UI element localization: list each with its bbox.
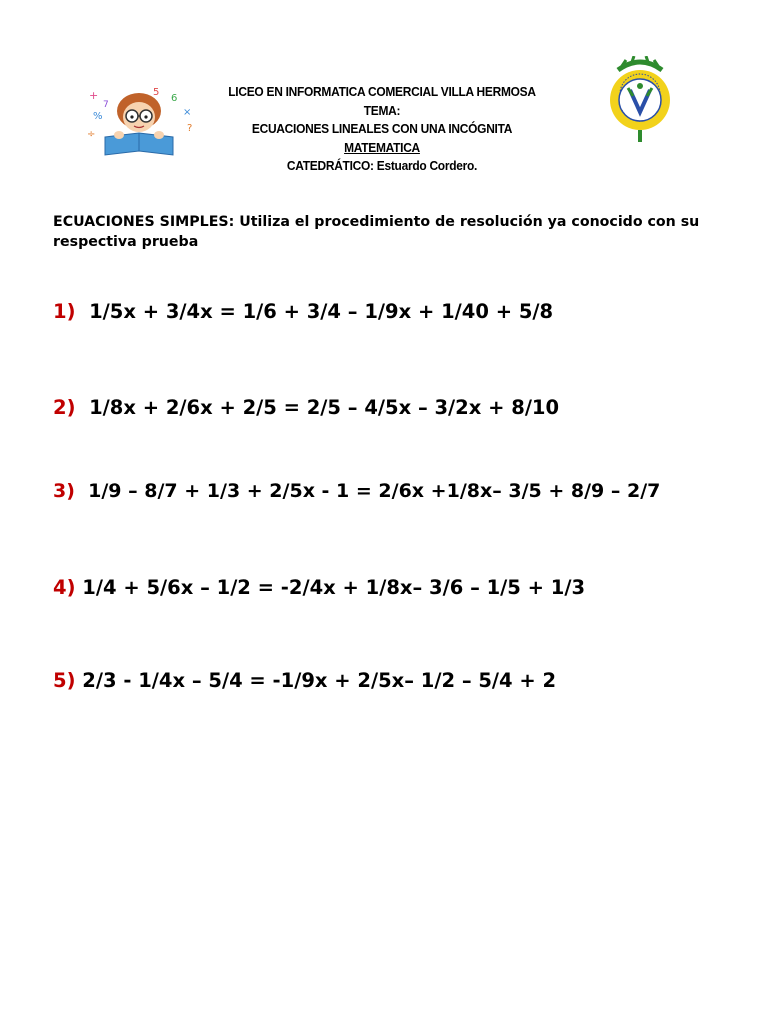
svg-text:+: +: [89, 89, 99, 102]
subject-title: MATEMATICA: [344, 139, 420, 155]
school-name: LICEO EN INFORMATICA COMERCIAL VILLA HERMOSA: [228, 84, 536, 99]
equation-5: [53, 669, 556, 693]
teacher-name: CATEDRÁTICO: Estuardo Cordero.: [286, 158, 478, 173]
equation-number: 1): [53, 300, 76, 323]
equation-number: 5): [53, 669, 76, 692]
equation-number: 4): [53, 576, 76, 599]
svg-text:5: 5: [153, 87, 160, 98]
document-header: [198, 83, 566, 176]
instructions: [53, 212, 713, 252]
equation-4: [53, 576, 585, 600]
instructions-lead: ECUACIONES SIMPLES:: [53, 214, 235, 230]
equation-text: 1/5x + 3/4x = 1/6 + 3/4 – 1/9x + 1/40 + 5/8: [89, 300, 554, 323]
svg-text:7: 7: [103, 100, 109, 110]
svg-text:%: %: [93, 111, 103, 122]
equation-text: 1/8x + 2/6x + 2/5 = 2/5 – 4/5x – 3/2x + 8/10: [89, 396, 560, 419]
school-logo: [608, 56, 672, 142]
svg-text:?: ?: [187, 123, 193, 134]
equation-text: 1/9 – 8/7 + 1/3 + 2/5x - 1 = 2/6x +1/8x– 3/5 + 8/9 – 2/7: [88, 480, 661, 502]
svg-text:6: 6: [171, 93, 178, 104]
equation-text: 2/3 - 1/4x – 5/4 = -1/9x + 2/5x– 1/2 – 5/4 + 2: [82, 669, 557, 692]
equation-text: 1/4 + 5/6x – 1/2 = -2/4x + 1/8x– 3/6 – 1/5 + 1/3: [82, 576, 586, 599]
equation-3: [53, 479, 660, 503]
svg-text:÷: ÷: [87, 129, 96, 140]
equation-2: [53, 396, 559, 420]
equation-number: 2): [53, 396, 76, 419]
topic-label: TEMA:: [363, 102, 401, 118]
equation-number: 3): [53, 480, 75, 502]
instructions-text: Utiliza el procedimiento de resolución ya conocido con su respectiva prueba: [53, 214, 700, 250]
student-math-illustration: [83, 85, 201, 157]
equation-1: [53, 300, 553, 324]
topic-title: ECUACIONES LINEALES CON UNA INCÓGNITA: [251, 121, 513, 136]
svg-text:×: ×: [183, 107, 192, 118]
